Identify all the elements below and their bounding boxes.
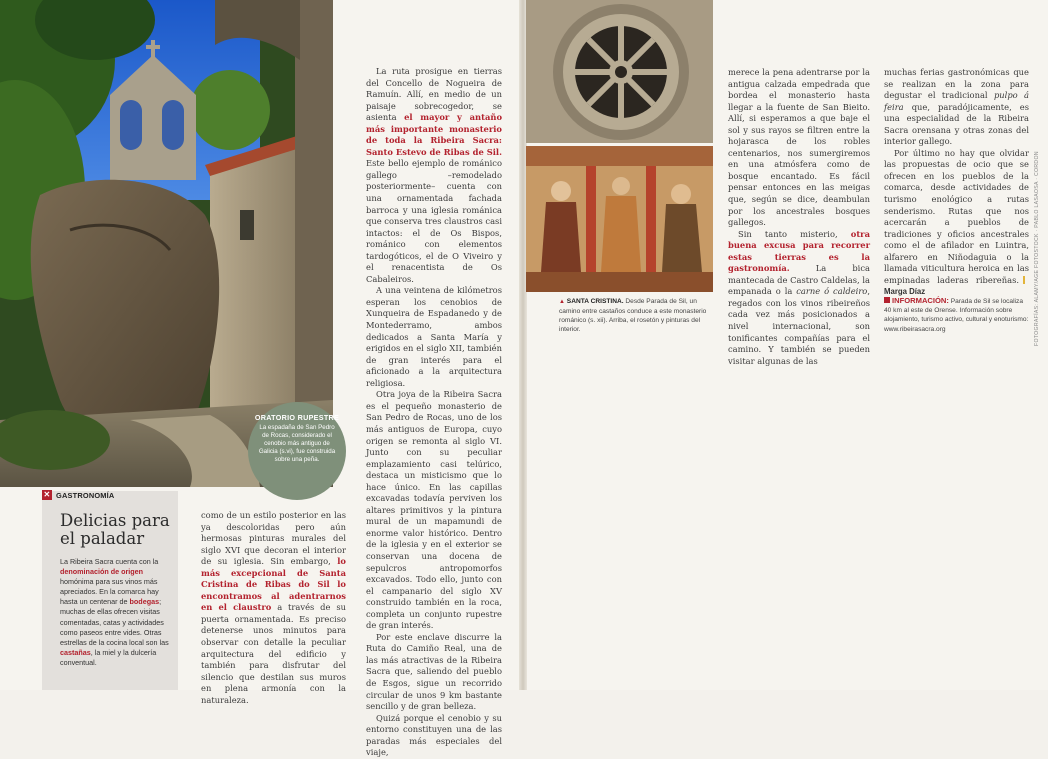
sidebar-text-part: La Ribeira Sacra cuenta con la xyxy=(60,557,159,566)
paragraph xyxy=(366,66,502,285)
caption-title: SANTA CRISTINA. xyxy=(566,298,624,305)
author-name: Marga Díaz xyxy=(884,287,926,297)
article-column-3 xyxy=(728,67,870,367)
image-caption xyxy=(559,297,719,334)
paragraph: Otra joya de la Ribeira Sacra es el pequeño monasterio de San Pedro de Rocas, uno de los más antiguos de Europa, cuyo origen se remonta al siglo VI. Junto con su peculiar emplazamiento casi telúrico, destaca un misticismo que lo hace único. En las capillas excavadas todavía perviven los altares primitivos y la pintura mural de un mapamundi de enorme valor histórico. Dentro de la iglesia y en el exterior se conservan una docena de sepulcros antropomorfos excavados. Todo ello, junto con el campanario del siglo XV construido también en la roca, completa un conjunto rupestre de gran interés. xyxy=(366,389,502,631)
article-column-4 xyxy=(884,67,1029,298)
paragraph: merece la pena adentrarse por la antigua calzada empedrada que bordea el monasterio hasta llegar a la fuente de San Bieito. Allí, si esperamos a que baje el sol y sus rayos se filtren entre la hojarasca de los robles centenarios, nos sumergiremos en una atmósfera como de bosque encantado. Es fácil pensar entonces en las meigas que, según se dice, deambulan por los ancestrales bosques gallegos. xyxy=(728,67,870,228)
triangle-bullet-icon: ▲ xyxy=(559,299,565,305)
caption-text: Desde Parada de Sil, un camino entre castaños conduce a este monasterio románico (s. xii). Arriba, el rosetón y pinturas del interior. xyxy=(559,298,707,333)
sidebar-text-part: ; muchas de ellas ofrecen visitas comentadas, catas y actividades como paseos entre vides. Otras estrellas de la cocina local son las xyxy=(60,597,169,647)
sidebar-text-part: homónima para sus vinos más apreciados. En la comarca hay hasta un centenar de xyxy=(60,577,159,607)
text-run: como de un estilo posterior en las ya descoloridas pero aún hermosas pinturas murales del siglo XVI que decoran el interior de su iglesia. Sin embargo, xyxy=(201,510,346,567)
square-bullet-icon xyxy=(884,297,890,303)
text-run: muchas ferias gastronómicas que se realizan en la zona para degustar el tradicional xyxy=(884,67,1029,101)
sidebar-highlight: denominación de origen xyxy=(60,567,144,577)
sidebar-title: Delicias para el paladar xyxy=(60,511,170,548)
text-run: La ruta prosigue en tierras del Concello de Nogueira de Ramuín. Allí, en medio de un paisaje sobrecogedor, se asienta xyxy=(366,66,502,123)
photo-credit: FOTOGRAFÍAS: ALAMY/AGE FOTOSTOCK · PABLO LASAOSA · CORDON xyxy=(1034,151,1040,346)
text-run: La bica mantecada de Castro Caldelas, la empanada o la xyxy=(728,263,870,297)
text-run: , regados con los vinos ribeireños cada vez más posicionados a nivel internacional, son tonificantes compañías para el camino. Y también se pueden visitar algunas de las xyxy=(728,286,870,366)
photo-caption-body: La espadaña de San Pedro de Rocas, considerado el cenobio más antiguo de Galicia (s.vi), fue construida sobre una peña. xyxy=(258,424,336,463)
article-column-2 xyxy=(366,66,502,759)
sidebar-text-part: , la miel y la dulcería conventual. xyxy=(60,647,157,667)
paragraph: A una veintena de kilómetros esperan los cenobios de Xunqueira de Espadanedo y de Montederramo, ambos dedicados a Santa María y erigidos en el siglo XII, también de gran interés para el aficionado a la arquitectura religiosa. xyxy=(366,285,502,388)
signature-bar xyxy=(1023,276,1025,284)
sidebar-highlight: bodegas xyxy=(129,597,160,607)
highlight-text: el mayor y antaño más importante monasterio de toda la Ribeira Sacra: Santo Estevo de Ribas de Sil. xyxy=(366,112,503,157)
highlight-text: lo más excepcional de Santa Cristina de Ribas do Sil lo encontramos al adentrarnos en el claustro xyxy=(201,556,346,613)
photo-caption-circle xyxy=(248,402,346,500)
text-run: a través de su puerta ornamentada. Es preciso detenerse unos minutos para observar con detalle la peculiar arquitectura del edificio y también para disfrutar del silencio que destilan sus muros en plena armonía con la naturaleza. xyxy=(201,602,346,705)
close-x-icon: ✕ xyxy=(43,490,51,499)
info-text: Parada de Sil se localiza 40 km al este de Orense. Información sobre alojamiento, turismo activo, cultural y enoturismo: www.ribeirasacra.org xyxy=(884,298,1029,333)
text-run: Este bello ejemplo de románico gallego –remodelado posteriormente– cuenta con una ornamentada fachada barroca y una iglesia románica que conserva tres claustros casi intactos: el de Os Bispos, románico con elementos tardogóticos, el de O Viveiro y el renacentista de Os Cabaleiros. xyxy=(366,158,503,284)
text-run: que, paradójicamente, es una especialidad de la Ribeira Sacra orensana y otras zonas del interior gallego. xyxy=(884,101,1029,147)
fresco-paintings-photo xyxy=(526,146,713,292)
info-box xyxy=(884,296,1029,334)
paragraph: Por este enclave discurre la Ruta do Camiño Real, una de las más atractivas de la Ribeira Sacra que, saliendo del pueblo de Esgos, sigue un recorrido circular de unos 9 km bastante sencillo y de gran belleza. xyxy=(366,631,502,712)
text-run: Sin tanto misterio, xyxy=(738,228,851,239)
paragraph xyxy=(201,510,346,706)
paragraph xyxy=(728,229,870,368)
highlight-text: otra buena excusa para recorrer estas tierras es la gastronomía. xyxy=(728,228,870,274)
section-tag xyxy=(42,490,114,500)
text-run: Por último no hay que olvidar las propuestas de ocio que se ofrecen en los pueblos de la comarca, desde actividades de turismo enológico a rutas senderismo. Rutas que nos acercarán a pueblos de tradiciones y oficios ancestrales como el de afilador en Luintra, alfarero en Niñodaguia o la llamada viticultura heroica en las empinadas laderas ribereñas. xyxy=(884,147,1029,285)
italic-text: carne ó caldeiro xyxy=(796,286,868,297)
article-column-1 xyxy=(201,510,346,706)
paragraph: Quizá porque el cenobio y su entorno constituyen una de las paradas más especiales del viaje, xyxy=(366,712,502,758)
photo-caption-title: ORATORIO RUPESTRE xyxy=(254,413,340,422)
section-tag-label: GASTRONOMÍA xyxy=(56,490,115,500)
sidebar-text xyxy=(60,557,174,668)
paragraph xyxy=(884,67,1029,148)
sidebar-highlight: castañas xyxy=(60,647,91,657)
paragraph xyxy=(884,148,1029,298)
info-label: INFORMACIÓN: xyxy=(892,296,949,305)
italic-text: pulpo á feira xyxy=(884,90,1029,112)
rose-window-photo xyxy=(526,0,713,143)
